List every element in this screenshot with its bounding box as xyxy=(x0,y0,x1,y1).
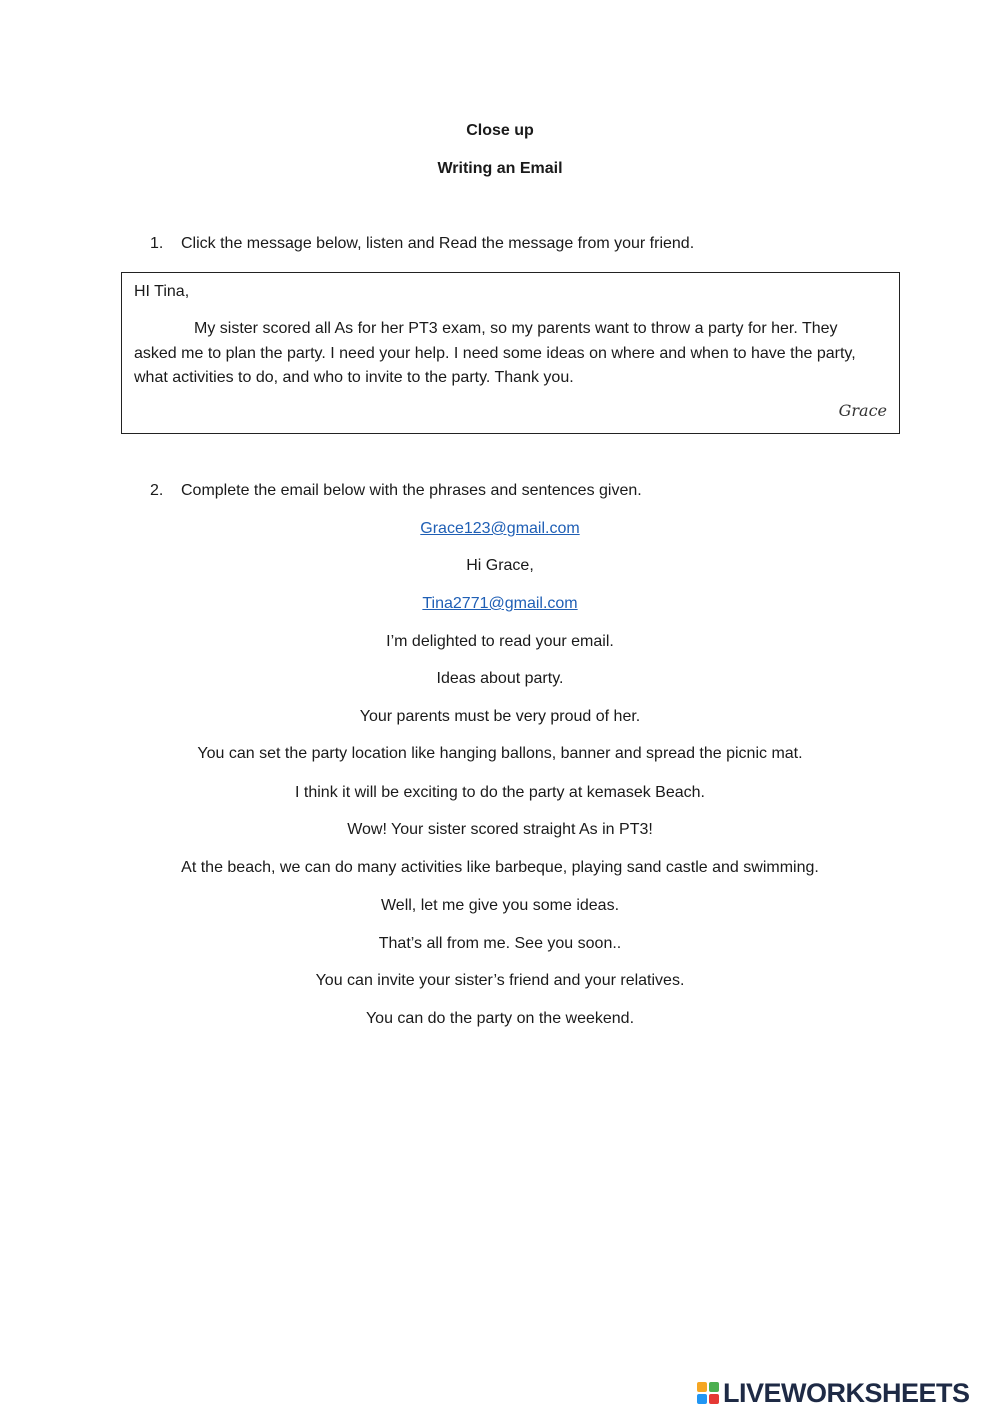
phrase-greeting[interactable]: Hi Grace, xyxy=(466,557,534,574)
instruction-number: 2. xyxy=(150,482,164,499)
message-signature: Grace xyxy=(838,401,887,420)
logo-square-3 xyxy=(697,1394,707,1404)
instruction-1 xyxy=(150,235,694,253)
logo-square-1 xyxy=(697,1382,707,1392)
liveworksheets-logo-text: LIVEWORKSHEETS xyxy=(723,1377,970,1408)
phrase-item[interactable]: I’m delighted to read your email. xyxy=(386,633,614,650)
message-body: My sister scored all As for her PT3 exam, so my parents want to throw a party for her. They asked me to plan the party. I need your help. I need some ideas on where and when to have the party, what activities to do, and who to invite to the party. Thank you. xyxy=(134,320,856,386)
instruction-text: Click the message below, listen and Read the message from your friend. xyxy=(181,235,695,252)
phrase-item[interactable]: You can invite your sister’s friend and your relatives. xyxy=(315,972,685,989)
phrase-item[interactable]: I think it will be exciting to do the party at kemasek Beach. xyxy=(295,784,705,801)
friend-message-box[interactable] xyxy=(121,272,900,434)
phrase-item[interactable]: Well, let me give you some ideas. xyxy=(380,897,620,914)
phrase-item[interactable]: Wow! Your sister scored straight As in PT3! xyxy=(347,821,653,838)
phrase-item[interactable]: At the beach, we can do many activities like barbeque, playing sand castle and swimming. xyxy=(181,859,819,876)
message-greeting: HI Tina, xyxy=(134,283,190,300)
phrase-item[interactable]: Ideas about party. xyxy=(436,670,564,687)
logo-square-4 xyxy=(709,1394,719,1404)
page-subtitle: Writing an Email xyxy=(437,160,563,177)
instruction-text: Complete the email below with the phrases and sentences given. xyxy=(181,482,642,499)
liveworksheets-logo xyxy=(697,1378,970,1408)
phrase-item[interactable]: You can set the party location like hanging ballons, banner and spread the picnic mat. xyxy=(197,745,803,762)
phrase-item[interactable]: That’s all from me. See you soon.. xyxy=(378,935,622,952)
instruction-number: 1. xyxy=(150,235,164,252)
phrase-item[interactable]: Your parents must be very proud of her. xyxy=(359,708,641,725)
instruction-2 xyxy=(150,482,642,500)
phrase-item[interactable]: You can do the party on the weekend. xyxy=(365,1010,635,1027)
logo-square-2 xyxy=(709,1382,719,1392)
phrase-recipient-email[interactable]: Grace123@gmail.com xyxy=(420,520,580,537)
page-title: Close up xyxy=(466,122,534,139)
liveworksheets-logo-icon xyxy=(697,1382,719,1404)
phrase-sender-email[interactable]: Tina2771@gmail.com xyxy=(422,595,578,612)
